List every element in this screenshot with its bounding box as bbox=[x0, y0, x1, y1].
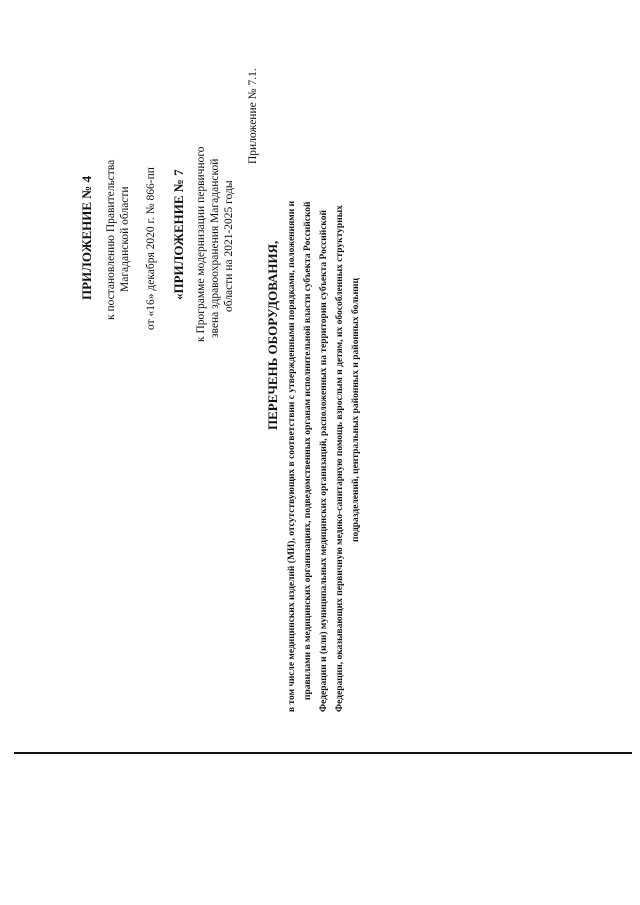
appendix-7-line-3: области на 2021-2025 годы bbox=[223, 180, 235, 312]
description-line-1: в том числе медицинских изделий (МИ), отсутствующих в соответствии с утвержденными порядками, положениями и bbox=[287, 200, 297, 712]
appendix-7-title: «ПРИЛОЖЕНИЕ № 7 bbox=[171, 169, 186, 300]
appendix-7-line-1: к Программе модернизации первичного bbox=[195, 146, 207, 342]
description-line-2: правилами в медицинских организациях, подведомственных органам исполнительной власти субъекта Российской bbox=[303, 201, 313, 700]
appendix-7-1-label: Приложение № 7.1. bbox=[247, 68, 259, 164]
appendix-4-line-2: Магаданской области bbox=[119, 186, 131, 292]
horizontal-rule bbox=[14, 752, 632, 754]
appendix-4-line-3: от «16» декабря 2020 г. № 866-пп bbox=[145, 167, 157, 330]
appendix-7-line-2: звена здравоохранения Магаданской bbox=[209, 158, 221, 338]
appendix-4-line-1: к постановлению Правительства bbox=[105, 159, 117, 320]
appendix-4-title: ПРИЛОЖЕНИЕ № 4 bbox=[79, 175, 94, 300]
description-line-5: подразделений, центральных районных и районных больниц bbox=[351, 278, 361, 542]
document-title: ПЕРЕЧЕНЬ ОБОРУДОВАНИЯ, bbox=[265, 240, 280, 430]
description-line-4: Федерации, оказывающих первичную медико-санитарную помощь взрослым и детям, их обособленных структурных bbox=[335, 205, 345, 712]
description-line-3: Федерации и (или) муниципальных медицинских организаций, расположенных на территории субъекта Российской bbox=[319, 210, 329, 712]
rotated-content bbox=[40, 60, 360, 740]
